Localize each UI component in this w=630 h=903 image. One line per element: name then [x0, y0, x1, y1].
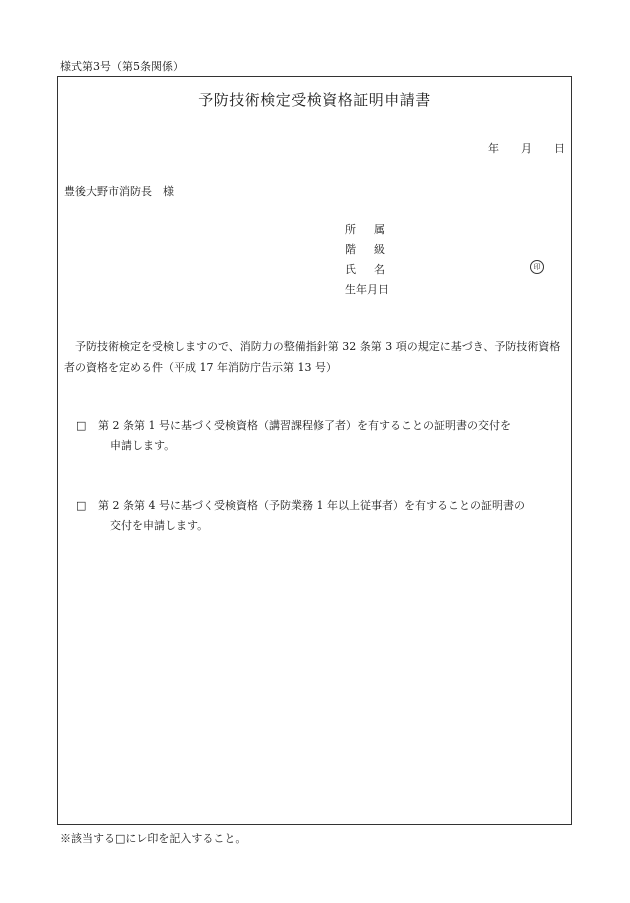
- option-experience-line2: 交付を申請します。: [110, 519, 209, 532]
- date-line: [488, 140, 565, 156]
- option-lecture-completion-text: [98, 416, 548, 456]
- option-experience-line1: 第 2 条第 4 号に基づく受検資格（予防業務 1 年以上従事者）を有することの証明書の: [98, 499, 525, 512]
- addressee: 豊後大野市消防長 様: [64, 185, 174, 198]
- footnote: ※該当する□にレ印を記入すること。: [60, 832, 247, 845]
- name-label: 氏名: [345, 263, 403, 276]
- option-experience-text: [98, 496, 548, 536]
- date-year-label: 年: [488, 142, 499, 155]
- applicant-affiliation-row: [345, 220, 403, 240]
- form-number: 様式第3号（第5条関係）: [60, 60, 184, 73]
- option-lecture-completion-line1: 第 2 条第 1 号に基づく受検資格（講習課程修了者）を有することの証明書の交付を: [98, 419, 511, 432]
- date-month-label: 月: [521, 142, 532, 155]
- birthdate-label: 生年月日: [345, 283, 389, 296]
- affiliation-label: 所属: [345, 223, 403, 236]
- checkbox-lecture-completion[interactable]: □: [76, 419, 87, 432]
- seal-mark: 印: [530, 260, 544, 274]
- checkbox-experience[interactable]: □: [76, 499, 87, 512]
- document-title: 予防技術検定受検資格証明申請書: [198, 91, 431, 109]
- form-frame: [57, 76, 572, 825]
- body-text: 予防技術検定を受検しますので、消防力の整備指針第 32 条第 3 項の規定に基づき、予防技術資格者の資格を定める件（平成 17 年消防庁告示第 13 号）: [64, 340, 561, 374]
- option-lecture-completion-line2: 申請します。: [110, 439, 176, 452]
- applicant-birthdate-row: [345, 280, 403, 300]
- date-day-label: 日: [554, 142, 565, 155]
- rank-label: 階級: [345, 243, 403, 256]
- applicant-rank-row: [345, 240, 403, 260]
- applicant-block: [345, 220, 403, 300]
- applicant-name-row: [345, 260, 403, 280]
